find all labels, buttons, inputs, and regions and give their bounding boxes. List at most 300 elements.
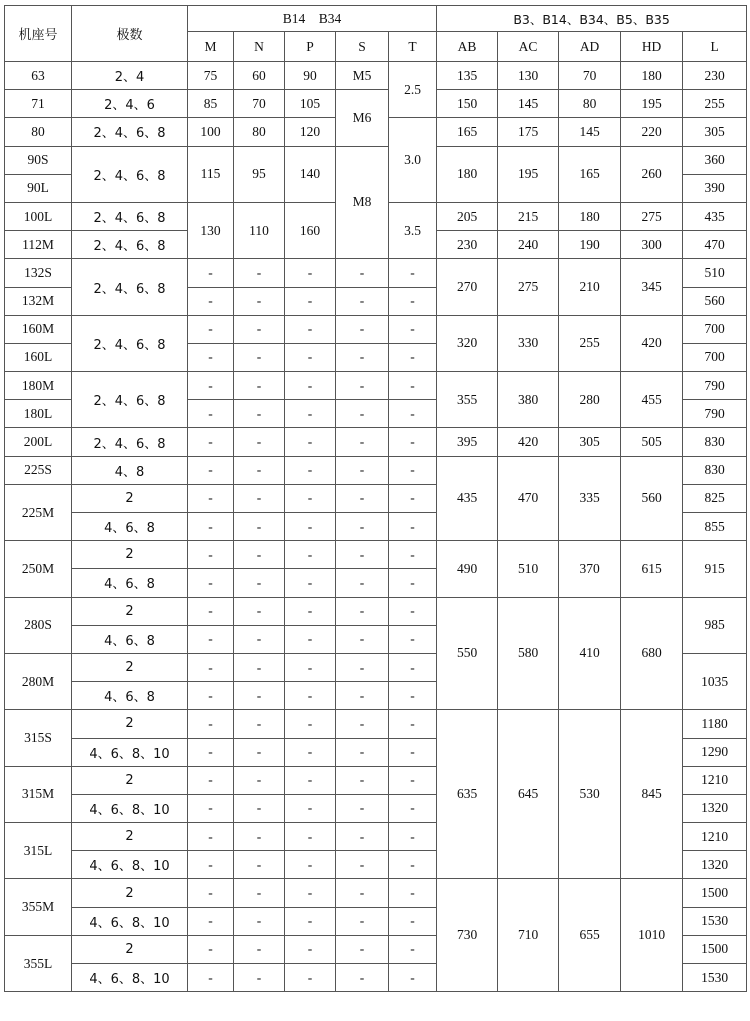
- cell-n: -: [234, 653, 285, 681]
- cell-p: 90: [285, 62, 336, 90]
- cell-n: -: [234, 766, 285, 794]
- cell-frame: 160L: [5, 343, 72, 371]
- cell-m: -: [188, 456, 234, 484]
- cell-t: -: [389, 597, 437, 625]
- cell-p: -: [285, 569, 336, 597]
- cell-poles: 4、6、8: [72, 569, 188, 597]
- cell-l: 230: [683, 62, 747, 90]
- cell-m: -: [188, 935, 234, 963]
- cell-ad: 335: [559, 456, 621, 541]
- cell-poles: 2: [72, 766, 188, 794]
- cell-hd: 680: [621, 597, 683, 710]
- cell-n: -: [234, 315, 285, 343]
- cell-t: -: [389, 456, 437, 484]
- header-poles: 极数: [72, 6, 188, 62]
- cell-poles: 2: [72, 541, 188, 569]
- cell-s: -: [336, 259, 389, 287]
- cell-poles: 2、4、6、8: [72, 231, 188, 259]
- cell-s: -: [336, 935, 389, 963]
- cell-poles: 2、4、6、8: [72, 202, 188, 230]
- cell-ac: 130: [498, 62, 559, 90]
- cell-hd: 420: [621, 315, 683, 371]
- cell-n: -: [234, 851, 285, 879]
- cell-s: M5: [336, 62, 389, 90]
- cell-poles: 2、4、6、8: [72, 118, 188, 146]
- cell-t: -: [389, 315, 437, 343]
- cell-l: 1320: [683, 794, 747, 822]
- cell-n: -: [234, 935, 285, 963]
- cell-t: -: [389, 484, 437, 512]
- cell-ad: 280: [559, 372, 621, 428]
- cell-ab: 270: [437, 259, 498, 315]
- cell-l: 470: [683, 231, 747, 259]
- table-row: [5, 90, 747, 118]
- cell-frame: 90S: [5, 146, 72, 174]
- cell-s: -: [336, 513, 389, 541]
- cell-poles: 2、4、6: [72, 90, 188, 118]
- cell-poles: 4、6、8、10: [72, 738, 188, 766]
- cell-m: -: [188, 766, 234, 794]
- cell-n: 60: [234, 62, 285, 90]
- cell-ac: 175: [498, 118, 559, 146]
- cell-poles: 2、4: [72, 62, 188, 90]
- cell-m: 75: [188, 62, 234, 90]
- cell-poles: 4、8: [72, 456, 188, 484]
- cell-poles: 2: [72, 710, 188, 738]
- cell-ac: 645: [498, 710, 559, 879]
- cell-frame: 90L: [5, 174, 72, 202]
- cell-ac: 710: [498, 879, 559, 992]
- cell-poles: 4、6、8、10: [72, 851, 188, 879]
- cell-l: 700: [683, 343, 747, 371]
- cell-frame: 160M: [5, 315, 72, 343]
- cell-hd: 195: [621, 90, 683, 118]
- cell-t: -: [389, 400, 437, 428]
- cell-ad: 180: [559, 202, 621, 230]
- cell-p: -: [285, 513, 336, 541]
- cell-l: 1210: [683, 766, 747, 794]
- cell-ac: 240: [498, 231, 559, 259]
- cell-ab: 490: [437, 541, 498, 597]
- cell-poles: 4、6、8、10: [72, 964, 188, 992]
- cell-ac: 510: [498, 541, 559, 597]
- header-col-n: N: [234, 32, 285, 62]
- cell-s: -: [336, 625, 389, 653]
- cell-ad: 655: [559, 879, 621, 992]
- cell-p: -: [285, 484, 336, 512]
- cell-t: -: [389, 541, 437, 569]
- table-row: [5, 315, 747, 343]
- cell-ab: 180: [437, 146, 498, 202]
- cell-m: -: [188, 287, 234, 315]
- cell-l: 1035: [683, 653, 747, 709]
- cell-m: 85: [188, 90, 234, 118]
- table-row: [5, 62, 747, 90]
- cell-t: -: [389, 738, 437, 766]
- cell-l: 790: [683, 372, 747, 400]
- cell-s: -: [336, 541, 389, 569]
- cell-t: -: [389, 513, 437, 541]
- cell-frame: 280S: [5, 597, 72, 653]
- cell-m: -: [188, 851, 234, 879]
- cell-frame: 180M: [5, 372, 72, 400]
- cell-ab: 435: [437, 456, 498, 541]
- cell-l: 560: [683, 287, 747, 315]
- cell-p: -: [285, 597, 336, 625]
- cell-ac: 470: [498, 456, 559, 541]
- cell-poles: 2、4、6、8: [72, 372, 188, 428]
- cell-poles: 2: [72, 484, 188, 512]
- cell-p: -: [285, 653, 336, 681]
- cell-n: 95: [234, 146, 285, 202]
- header-group-b3-b35: B3、B14、B34、B5、B35: [437, 6, 747, 32]
- cell-t: -: [389, 907, 437, 935]
- cell-poles: 4、6、8: [72, 625, 188, 653]
- table-row: [5, 597, 747, 625]
- cell-m: -: [188, 259, 234, 287]
- cell-hd: 345: [621, 259, 683, 315]
- cell-poles: 2、4、6、8: [72, 315, 188, 371]
- cell-frame: 112M: [5, 231, 72, 259]
- cell-frame: 180L: [5, 400, 72, 428]
- cell-p: -: [285, 738, 336, 766]
- cell-p: -: [285, 400, 336, 428]
- cell-ad: 70: [559, 62, 621, 90]
- cell-s: -: [336, 964, 389, 992]
- cell-p: -: [285, 879, 336, 907]
- cell-l: 985: [683, 597, 747, 653]
- cell-frame: 315M: [5, 766, 72, 822]
- cell-m: -: [188, 597, 234, 625]
- cell-t: 3.5: [389, 202, 437, 258]
- cell-hd: 1010: [621, 879, 683, 992]
- cell-poles: 2、4、6、8: [72, 259, 188, 315]
- cell-t: -: [389, 259, 437, 287]
- cell-m: 100: [188, 118, 234, 146]
- cell-hd: 300: [621, 231, 683, 259]
- cell-ac: 380: [498, 372, 559, 428]
- cell-n: -: [234, 484, 285, 512]
- header-col-ab: AB: [437, 32, 498, 62]
- cell-m: -: [188, 513, 234, 541]
- cell-m: -: [188, 738, 234, 766]
- cell-n: -: [234, 907, 285, 935]
- cell-p: -: [285, 428, 336, 456]
- cell-s: -: [336, 794, 389, 822]
- cell-m: -: [188, 400, 234, 428]
- cell-m: -: [188, 964, 234, 992]
- cell-l: 390: [683, 174, 747, 202]
- cell-frame: 63: [5, 62, 72, 90]
- cell-s: -: [336, 851, 389, 879]
- cell-n: -: [234, 513, 285, 541]
- cell-p: -: [285, 851, 336, 879]
- cell-l: 790: [683, 400, 747, 428]
- cell-l: 1530: [683, 907, 747, 935]
- cell-t: -: [389, 794, 437, 822]
- cell-poles: 2: [72, 935, 188, 963]
- cell-frame: 250M: [5, 541, 72, 597]
- cell-p: -: [285, 456, 336, 484]
- cell-n: -: [234, 456, 285, 484]
- cell-s: -: [336, 823, 389, 851]
- cell-l: 830: [683, 428, 747, 456]
- cell-t: 3.0: [389, 118, 437, 203]
- cell-m: -: [188, 343, 234, 371]
- cell-p: -: [285, 541, 336, 569]
- cell-p: -: [285, 766, 336, 794]
- cell-ad: 410: [559, 597, 621, 710]
- cell-n: -: [234, 259, 285, 287]
- cell-frame: 355L: [5, 935, 72, 991]
- table-row: [5, 428, 747, 456]
- cell-hd: 560: [621, 456, 683, 541]
- cell-p: 160: [285, 202, 336, 258]
- cell-p: -: [285, 682, 336, 710]
- cell-m: -: [188, 541, 234, 569]
- cell-l: 305: [683, 118, 747, 146]
- cell-s: -: [336, 343, 389, 371]
- cell-t: -: [389, 879, 437, 907]
- cell-l: 1290: [683, 738, 747, 766]
- cell-poles: 2、4、6、8: [72, 146, 188, 202]
- cell-p: 120: [285, 118, 336, 146]
- cell-s: -: [336, 484, 389, 512]
- header-col-l: L: [683, 32, 747, 62]
- cell-n: -: [234, 343, 285, 371]
- cell-frame: 315L: [5, 823, 72, 879]
- cell-frame: 132M: [5, 287, 72, 315]
- cell-p: -: [285, 315, 336, 343]
- header-col-ac: AC: [498, 32, 559, 62]
- cell-m: -: [188, 625, 234, 653]
- cell-m: -: [188, 682, 234, 710]
- cell-t: -: [389, 710, 437, 738]
- cell-ab: 230: [437, 231, 498, 259]
- cell-p: -: [285, 372, 336, 400]
- cell-p: -: [285, 823, 336, 851]
- cell-s: -: [336, 738, 389, 766]
- cell-m: -: [188, 653, 234, 681]
- cell-l: 1210: [683, 823, 747, 851]
- cell-frame: 71: [5, 90, 72, 118]
- cell-ad: 530: [559, 710, 621, 879]
- cell-p: -: [285, 343, 336, 371]
- cell-poles: 4、6、8: [72, 682, 188, 710]
- cell-n: -: [234, 428, 285, 456]
- cell-l: 1500: [683, 935, 747, 963]
- cell-s: -: [336, 287, 389, 315]
- table-row: [5, 710, 747, 738]
- cell-s: -: [336, 400, 389, 428]
- cell-poles: 2: [72, 823, 188, 851]
- cell-s: M8: [336, 146, 389, 259]
- cell-t: -: [389, 851, 437, 879]
- table-row: [5, 372, 747, 400]
- cell-ab: 550: [437, 597, 498, 710]
- cell-n: 110: [234, 202, 285, 258]
- cell-poles: 2: [72, 653, 188, 681]
- cell-l: 510: [683, 259, 747, 287]
- cell-p: -: [285, 794, 336, 822]
- cell-t: -: [389, 343, 437, 371]
- header-col-m: M: [188, 32, 234, 62]
- cell-t: -: [389, 287, 437, 315]
- cell-hd: 260: [621, 146, 683, 202]
- cell-s: -: [336, 907, 389, 935]
- cell-frame: 280M: [5, 653, 72, 709]
- cell-ad: 165: [559, 146, 621, 202]
- cell-poles: 4、6、8、10: [72, 794, 188, 822]
- cell-ab: 135: [437, 62, 498, 90]
- cell-poles: 2: [72, 879, 188, 907]
- cell-l: 825: [683, 484, 747, 512]
- cell-frame: 225S: [5, 456, 72, 484]
- cell-m: -: [188, 569, 234, 597]
- cell-s: -: [336, 682, 389, 710]
- cell-s: -: [336, 569, 389, 597]
- cell-n: -: [234, 964, 285, 992]
- cell-hd: 220: [621, 118, 683, 146]
- cell-t: -: [389, 823, 437, 851]
- cell-s: -: [336, 456, 389, 484]
- cell-n: -: [234, 400, 285, 428]
- cell-m: -: [188, 794, 234, 822]
- cell-m: 130: [188, 202, 234, 258]
- cell-n: -: [234, 597, 285, 625]
- cell-ad: 370: [559, 541, 621, 597]
- table-row: [5, 456, 747, 484]
- cell-frame: 200L: [5, 428, 72, 456]
- header-col-t: T: [389, 32, 437, 62]
- cell-frame: 100L: [5, 202, 72, 230]
- cell-ac: 330: [498, 315, 559, 371]
- cell-ad: 210: [559, 259, 621, 315]
- cell-s: -: [336, 372, 389, 400]
- cell-n: -: [234, 710, 285, 738]
- cell-p: 140: [285, 146, 336, 202]
- cell-t: 2.5: [389, 62, 437, 118]
- cell-hd: 845: [621, 710, 683, 879]
- cell-l: 360: [683, 146, 747, 174]
- cell-n: -: [234, 794, 285, 822]
- header-frame: 机座号: [5, 6, 72, 62]
- cell-ab: 395: [437, 428, 498, 456]
- cell-s: M6: [336, 90, 389, 146]
- cell-t: -: [389, 428, 437, 456]
- cell-p: -: [285, 710, 336, 738]
- cell-frame: 80: [5, 118, 72, 146]
- cell-ab: 355: [437, 372, 498, 428]
- cell-m: -: [188, 907, 234, 935]
- cell-p: 105: [285, 90, 336, 118]
- cell-t: -: [389, 766, 437, 794]
- cell-t: -: [389, 964, 437, 992]
- cell-p: -: [285, 907, 336, 935]
- cell-l: 855: [683, 513, 747, 541]
- cell-m: -: [188, 428, 234, 456]
- header-col-p: P: [285, 32, 336, 62]
- cell-poles: 4、6、8: [72, 513, 188, 541]
- cell-ab: 320: [437, 315, 498, 371]
- cell-t: -: [389, 625, 437, 653]
- cell-l: 1320: [683, 851, 747, 879]
- cell-p: -: [285, 259, 336, 287]
- cell-ad: 305: [559, 428, 621, 456]
- cell-l: 1180: [683, 710, 747, 738]
- cell-l: 830: [683, 456, 747, 484]
- cell-n: 80: [234, 118, 285, 146]
- cell-t: -: [389, 682, 437, 710]
- cell-poles: 4、6、8、10: [72, 907, 188, 935]
- cell-l: 700: [683, 315, 747, 343]
- cell-ad: 80: [559, 90, 621, 118]
- cell-ab: 150: [437, 90, 498, 118]
- cell-frame: 132S: [5, 259, 72, 287]
- header-col-ad: AD: [559, 32, 621, 62]
- cell-p: -: [285, 625, 336, 653]
- cell-m: -: [188, 879, 234, 907]
- cell-m: 115: [188, 146, 234, 202]
- table-row: [5, 146, 747, 174]
- cell-n: -: [234, 682, 285, 710]
- cell-s: -: [336, 879, 389, 907]
- cell-n: 70: [234, 90, 285, 118]
- cell-hd: 455: [621, 372, 683, 428]
- cell-ac: 195: [498, 146, 559, 202]
- cell-frame: 225M: [5, 484, 72, 540]
- cell-ad: 190: [559, 231, 621, 259]
- cell-l: 255: [683, 90, 747, 118]
- cell-poles: 2、4、6、8: [72, 428, 188, 456]
- header-col-s: S: [336, 32, 389, 62]
- table-row: [5, 879, 747, 907]
- cell-ac: 275: [498, 259, 559, 315]
- motor-dimension-table: [4, 5, 747, 992]
- table-row: [5, 259, 747, 287]
- cell-n: -: [234, 287, 285, 315]
- cell-ab: 635: [437, 710, 498, 879]
- cell-ad: 255: [559, 315, 621, 371]
- cell-m: -: [188, 823, 234, 851]
- cell-t: -: [389, 372, 437, 400]
- cell-ac: 420: [498, 428, 559, 456]
- cell-t: -: [389, 653, 437, 681]
- cell-p: -: [285, 964, 336, 992]
- cell-n: -: [234, 823, 285, 851]
- cell-n: -: [234, 541, 285, 569]
- cell-s: -: [336, 428, 389, 456]
- cell-s: -: [336, 766, 389, 794]
- cell-s: -: [336, 653, 389, 681]
- header-group-b14-b34: B14 B34: [188, 6, 437, 32]
- cell-n: -: [234, 372, 285, 400]
- cell-ac: 580: [498, 597, 559, 710]
- cell-p: -: [285, 935, 336, 963]
- cell-n: -: [234, 738, 285, 766]
- cell-frame: 315S: [5, 710, 72, 766]
- cell-t: -: [389, 569, 437, 597]
- cell-hd: 275: [621, 202, 683, 230]
- cell-m: -: [188, 372, 234, 400]
- cell-s: -: [336, 710, 389, 738]
- cell-l: 1500: [683, 879, 747, 907]
- cell-ab: 205: [437, 202, 498, 230]
- cell-l: 915: [683, 541, 747, 597]
- cell-l: 1530: [683, 964, 747, 992]
- cell-hd: 180: [621, 62, 683, 90]
- cell-t: -: [389, 935, 437, 963]
